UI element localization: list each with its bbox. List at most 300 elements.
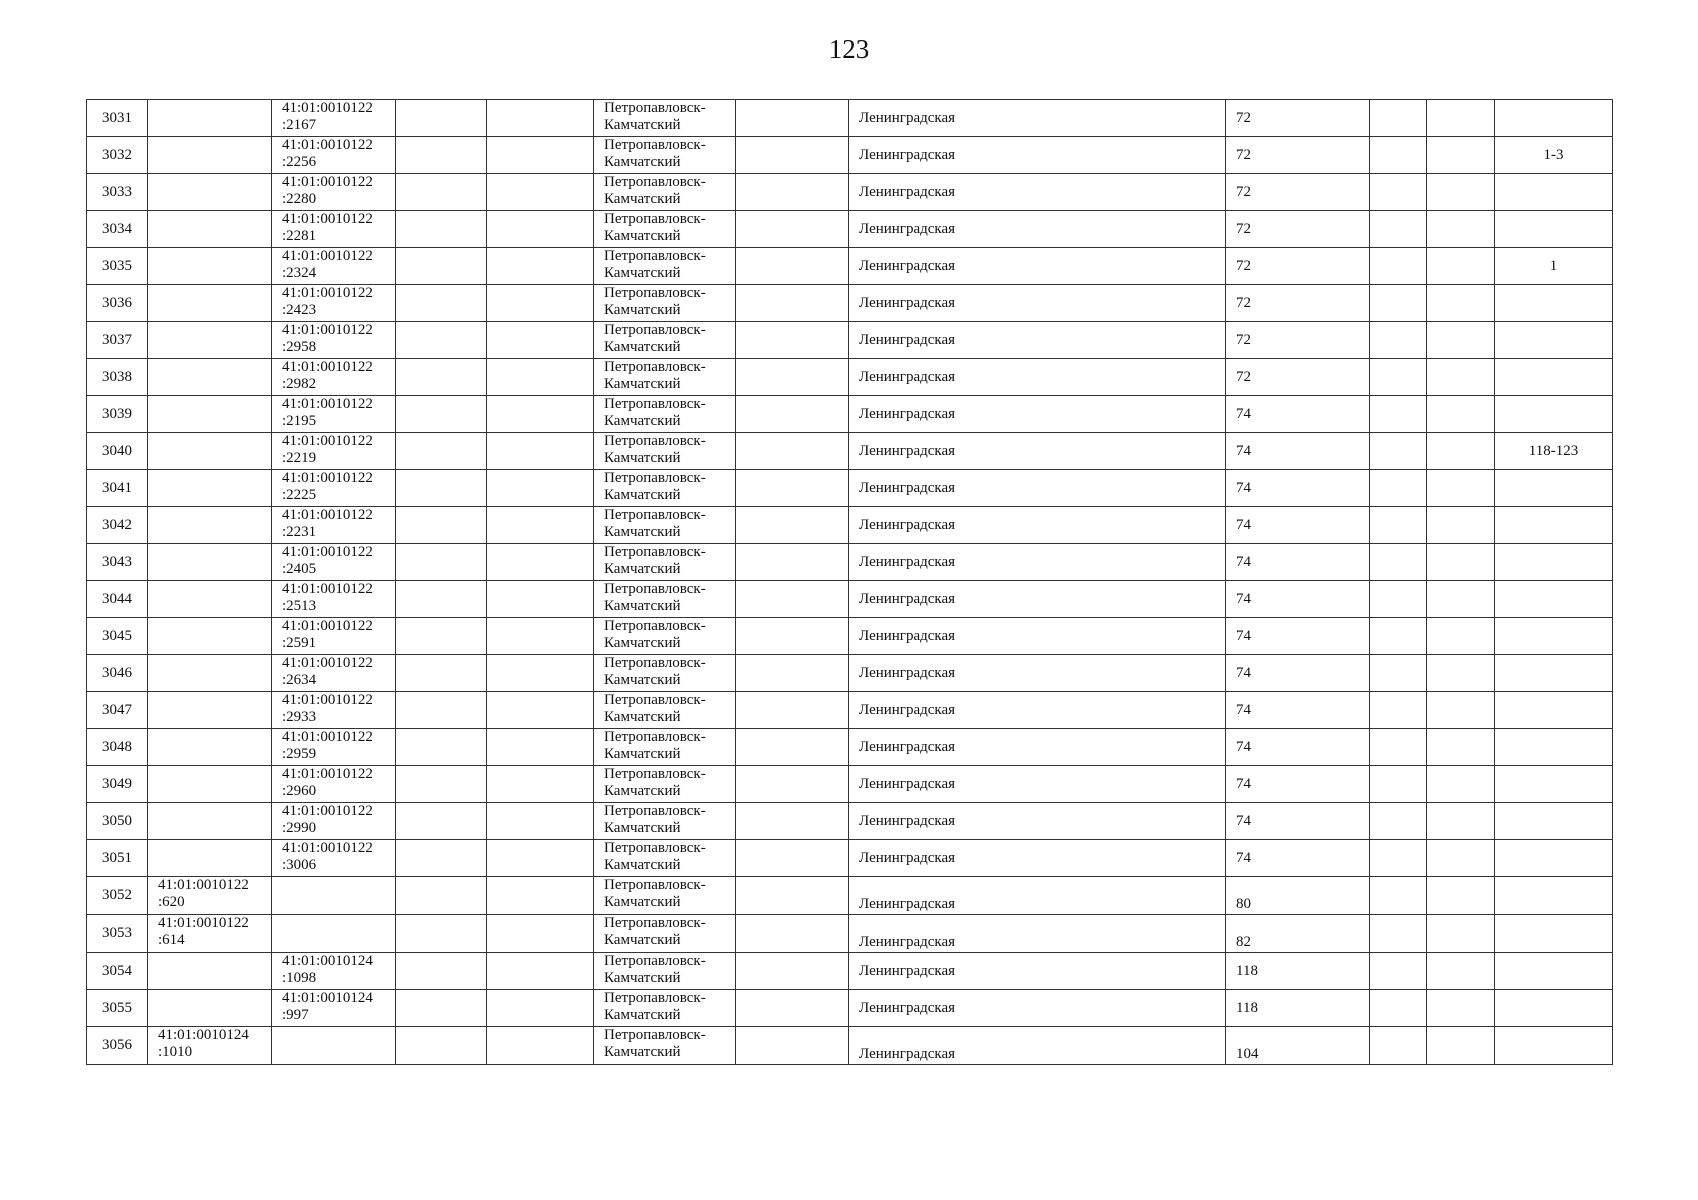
house-number-cell-text: 74	[1236, 812, 1251, 829]
row-number-cell	[87, 915, 148, 953]
house-number-cell	[1226, 248, 1370, 285]
table-row	[87, 581, 1613, 618]
city-cell-text: Камчатский	[604, 524, 681, 540]
cadastral-number-2-cell-text: 41:01:0010122	[282, 618, 373, 634]
empty-cell	[736, 618, 849, 655]
empty-cell	[1370, 877, 1427, 915]
empty-cell	[736, 655, 849, 692]
city-cell-text: Петропавловск-	[604, 544, 706, 560]
empty-cell	[736, 581, 849, 618]
street-cell	[849, 211, 1226, 248]
empty-cell	[1370, 803, 1427, 840]
row-number-cell-text: 3042	[102, 516, 132, 533]
table-row	[87, 766, 1613, 803]
street-cell-text: Ленинградская	[859, 701, 956, 718]
cadastral-number-1-cell	[148, 766, 272, 803]
cadastral-number-2-cell-text: :2324	[282, 265, 317, 281]
street-cell	[849, 470, 1226, 507]
city-cell-text: Петропавловск-	[604, 990, 706, 1006]
cadastral-number-1-cell	[148, 359, 272, 396]
cadastral-number-2-cell	[272, 990, 396, 1027]
empty-cell	[487, 359, 594, 396]
city-cell-text: Петропавловск-	[604, 655, 706, 671]
empty-cell	[487, 470, 594, 507]
empty-cell	[736, 100, 849, 137]
empty-cell	[1370, 840, 1427, 877]
apartment-note-cell	[1495, 544, 1613, 581]
apartment-note-cell	[1495, 655, 1613, 692]
empty-cell	[736, 990, 849, 1027]
cadastral-number-2-cell	[272, 433, 396, 470]
street-cell	[849, 248, 1226, 285]
empty-cell	[396, 655, 487, 692]
cadastral-number-1-cell-text: :620	[158, 894, 185, 910]
cadastral-number-2-cell	[272, 359, 396, 396]
empty-cell	[487, 990, 594, 1027]
cadastral-number-2-cell	[272, 766, 396, 803]
cadastral-number-2-cell-text: 41:01:0010122	[282, 581, 373, 597]
cadastral-number-2-cell-text: 41:01:0010122	[282, 729, 373, 745]
row-number-cell	[87, 248, 148, 285]
cadastral-number-2-cell-text: :2423	[282, 302, 317, 318]
address-table	[86, 99, 1613, 1065]
street-cell	[849, 655, 1226, 692]
empty-cell	[1370, 618, 1427, 655]
cadastral-number-2-cell-text: :2591	[282, 635, 317, 651]
city-cell-text: Петропавловск-	[604, 581, 706, 597]
empty-cell	[736, 396, 849, 433]
house-number-cell-text: 104	[1236, 1046, 1259, 1062]
street-cell	[849, 359, 1226, 396]
city-cell-text: Петропавловск-	[604, 507, 706, 523]
cadastral-number-2-cell	[272, 803, 396, 840]
empty-cell	[1370, 507, 1427, 544]
house-number-cell-text: 72	[1236, 146, 1251, 163]
empty-cell	[1427, 211, 1495, 248]
empty-cell	[1427, 470, 1495, 507]
house-number-cell-text: 72	[1236, 183, 1251, 200]
row-number-cell-text: 3051	[102, 849, 132, 866]
house-number-cell-text: 74	[1236, 590, 1251, 607]
cadastral-number-2-cell	[272, 174, 396, 211]
cadastral-number-2-cell-text: :3006	[282, 857, 317, 873]
empty-cell	[736, 1027, 849, 1065]
cadastral-number-2-cell-text: 41:01:0010124	[282, 990, 373, 1006]
empty-cell	[487, 211, 594, 248]
row-number-cell-text: 3052	[102, 887, 132, 903]
empty-cell	[396, 1027, 487, 1065]
cadastral-number-2-cell-text: :2225	[282, 487, 317, 503]
street-cell	[849, 877, 1226, 915]
row-number-cell	[87, 544, 148, 581]
cadastral-number-1-cell	[148, 544, 272, 581]
table-row	[87, 692, 1613, 729]
cadastral-number-2-cell-text: :2167	[282, 117, 317, 133]
empty-cell	[1370, 655, 1427, 692]
apartment-note-cell	[1495, 433, 1613, 470]
cadastral-number-1-cell	[148, 990, 272, 1027]
empty-cell	[1427, 655, 1495, 692]
row-number-cell	[87, 433, 148, 470]
street-cell-text: Ленинградская	[859, 109, 956, 126]
row-number-cell	[87, 470, 148, 507]
empty-cell	[396, 915, 487, 953]
cadastral-number-1-cell	[148, 877, 272, 915]
city-cell-text: Камчатский	[604, 820, 681, 836]
cadastral-number-2-cell-text: :2982	[282, 376, 317, 392]
row-number-cell-text: 3036	[102, 294, 132, 311]
row-number-cell	[87, 840, 148, 877]
cadastral-number-1-cell	[148, 840, 272, 877]
row-number-cell	[87, 953, 148, 990]
empty-cell	[1370, 285, 1427, 322]
city-cell-text: Петропавловск-	[604, 470, 706, 486]
cadastral-number-2-cell	[272, 285, 396, 322]
table-row	[87, 433, 1613, 470]
cadastral-number-1-cell	[148, 211, 272, 248]
empty-cell	[396, 211, 487, 248]
apartment-note-cell-text: 1	[1549, 257, 1558, 274]
empty-cell	[736, 953, 849, 990]
house-number-cell	[1226, 618, 1370, 655]
apartment-note-cell	[1495, 174, 1613, 211]
house-number-cell	[1226, 953, 1370, 990]
empty-cell	[736, 692, 849, 729]
row-number-cell	[87, 618, 148, 655]
empty-cell	[736, 544, 849, 581]
apartment-note-cell	[1495, 581, 1613, 618]
city-cell-text: Петропавловск-	[604, 359, 706, 375]
table-row	[87, 877, 1613, 915]
cadastral-number-2-cell-text: 41:01:0010122	[282, 211, 373, 227]
city-cell	[594, 990, 736, 1027]
street-cell	[849, 692, 1226, 729]
cadastral-number-2-cell	[272, 211, 396, 248]
table-row	[87, 248, 1613, 285]
row-number-cell-text: 3048	[102, 738, 132, 755]
row-number-cell	[87, 729, 148, 766]
empty-cell	[1427, 285, 1495, 322]
empty-cell	[736, 285, 849, 322]
cadastral-number-2-cell-text: 41:01:0010122	[282, 137, 373, 153]
cadastral-number-2-cell	[272, 248, 396, 285]
city-cell	[594, 137, 736, 174]
empty-cell	[487, 396, 594, 433]
row-number-cell-text: 3039	[102, 405, 132, 422]
street-cell	[849, 1027, 1226, 1065]
empty-cell	[1370, 1027, 1427, 1065]
empty-cell	[736, 359, 849, 396]
city-cell	[594, 322, 736, 359]
empty-cell	[1427, 692, 1495, 729]
cadastral-number-2-cell	[272, 470, 396, 507]
empty-cell	[487, 507, 594, 544]
house-number-cell-text: 74	[1236, 664, 1251, 681]
cadastral-number-1-cell-text: 41:01:0010122	[158, 915, 249, 931]
empty-cell	[396, 100, 487, 137]
street-cell-text: Ленинградская	[859, 405, 956, 422]
cadastral-number-2-cell-text: :2231	[282, 524, 317, 540]
city-cell-text: Камчатский	[604, 450, 681, 466]
house-number-cell	[1226, 211, 1370, 248]
cadastral-number-2-cell-text: :2280	[282, 191, 317, 207]
city-cell-text: Камчатский	[604, 376, 681, 392]
row-number-cell	[87, 396, 148, 433]
street-cell	[849, 322, 1226, 359]
empty-cell	[1370, 248, 1427, 285]
cadastral-number-1-cell	[148, 470, 272, 507]
city-cell	[594, 655, 736, 692]
house-number-cell-text: 74	[1236, 775, 1251, 792]
city-cell-text: Петропавловск-	[604, 953, 706, 969]
cadastral-number-2-cell	[272, 137, 396, 174]
empty-cell	[736, 729, 849, 766]
house-number-cell	[1226, 655, 1370, 692]
table-row	[87, 507, 1613, 544]
row-number-cell	[87, 655, 148, 692]
row-number-cell-text: 3049	[102, 775, 132, 792]
cadastral-number-2-cell-text: 41:01:0010124	[282, 953, 373, 969]
house-number-cell-text: 118	[1236, 999, 1258, 1016]
city-cell-text: Петропавловск-	[604, 396, 706, 412]
empty-cell	[1370, 990, 1427, 1027]
empty-cell	[1370, 396, 1427, 433]
empty-cell	[1427, 766, 1495, 803]
house-number-cell-text: 72	[1236, 220, 1251, 237]
cadastral-number-2-cell-text: :2281	[282, 228, 317, 244]
row-number-cell	[87, 285, 148, 322]
street-cell	[849, 990, 1226, 1027]
city-cell	[594, 692, 736, 729]
table-row	[87, 100, 1613, 137]
city-cell-text: Камчатский	[604, 228, 681, 244]
table-row	[87, 544, 1613, 581]
empty-cell	[1370, 211, 1427, 248]
street-cell-text: Ленинградская	[859, 849, 956, 866]
city-cell-text: Петропавловск-	[604, 285, 706, 301]
apartment-note-cell	[1495, 285, 1613, 322]
city-cell-text: Петропавловск-	[604, 840, 706, 856]
empty-cell	[396, 433, 487, 470]
table-row	[87, 729, 1613, 766]
empty-cell	[487, 877, 594, 915]
cadastral-number-2-cell-text: :2634	[282, 672, 317, 688]
street-cell	[849, 100, 1226, 137]
cadastral-number-1-cell-text: :614	[158, 932, 185, 948]
empty-cell	[736, 915, 849, 953]
empty-cell	[1370, 100, 1427, 137]
city-cell-text: Петропавловск-	[604, 877, 706, 893]
table-row	[87, 137, 1613, 174]
house-number-cell-text: 74	[1236, 405, 1251, 422]
city-cell	[594, 470, 736, 507]
empty-cell	[487, 655, 594, 692]
street-cell	[849, 915, 1226, 953]
empty-cell	[1427, 322, 1495, 359]
city-cell-text: Камчатский	[604, 783, 681, 799]
empty-cell	[487, 840, 594, 877]
cadastral-number-2-cell-text: :2990	[282, 820, 317, 836]
cadastral-number-1-cell	[148, 396, 272, 433]
street-cell-text: Ленинградская	[859, 442, 956, 459]
row-number-cell-text: 3044	[102, 590, 132, 607]
cadastral-number-2-cell-text: 41:01:0010122	[282, 285, 373, 301]
cadastral-number-2-cell	[272, 396, 396, 433]
street-cell	[849, 840, 1226, 877]
street-cell-text: Ленинградская	[859, 590, 956, 607]
city-cell-text: Петропавловск-	[604, 1027, 706, 1043]
city-cell-text: Камчатский	[604, 1044, 681, 1060]
cadastral-number-1-cell	[148, 618, 272, 655]
city-cell-text: Камчатский	[604, 265, 681, 281]
row-number-cell-text: 3032	[102, 146, 132, 163]
cadastral-number-2-cell-text: 41:01:0010122	[282, 470, 373, 486]
apartment-note-cell	[1495, 766, 1613, 803]
empty-cell	[736, 211, 849, 248]
cadastral-number-2-cell-text: 41:01:0010122	[282, 248, 373, 264]
row-number-cell	[87, 692, 148, 729]
table-row	[87, 953, 1613, 990]
street-cell	[849, 433, 1226, 470]
street-cell	[849, 803, 1226, 840]
empty-cell	[487, 915, 594, 953]
empty-cell	[1427, 840, 1495, 877]
house-number-cell-text: 74	[1236, 738, 1251, 755]
cadastral-number-2-cell-text: :2959	[282, 746, 317, 762]
house-number-cell-text: 74	[1236, 627, 1251, 644]
cadastral-number-2-cell-text: :1098	[282, 970, 317, 986]
cadastral-number-2-cell	[272, 100, 396, 137]
house-number-cell	[1226, 915, 1370, 953]
empty-cell	[396, 990, 487, 1027]
cadastral-number-1-cell	[148, 507, 272, 544]
house-number-cell	[1226, 470, 1370, 507]
apartment-note-cell-text: 118-123	[1528, 442, 1579, 459]
cadastral-number-2-cell	[272, 840, 396, 877]
cadastral-number-2-cell-text: 41:01:0010122	[282, 766, 373, 782]
street-cell-text: Ленинградская	[859, 934, 956, 950]
apartment-note-cell	[1495, 396, 1613, 433]
empty-cell	[487, 766, 594, 803]
row-number-cell	[87, 766, 148, 803]
city-cell	[594, 100, 736, 137]
city-cell	[594, 248, 736, 285]
apartment-note-cell	[1495, 953, 1613, 990]
cadastral-number-1-cell	[148, 137, 272, 174]
city-cell-text: Камчатский	[604, 598, 681, 614]
row-number-cell-text: 3047	[102, 701, 132, 718]
empty-cell	[1427, 877, 1495, 915]
street-cell-text: Ленинградская	[859, 183, 956, 200]
empty-cell	[736, 507, 849, 544]
house-number-cell	[1226, 803, 1370, 840]
cadastral-number-1-cell	[148, 953, 272, 990]
empty-cell	[487, 285, 594, 322]
city-cell-text: Петропавловск-	[604, 618, 706, 634]
city-cell-text: Камчатский	[604, 709, 681, 725]
city-cell	[594, 433, 736, 470]
table-row	[87, 803, 1613, 840]
cadastral-number-2-cell	[272, 544, 396, 581]
empty-cell	[487, 248, 594, 285]
cadastral-number-2-cell	[272, 692, 396, 729]
city-cell-text: Камчатский	[604, 339, 681, 355]
empty-cell	[1370, 692, 1427, 729]
empty-cell	[1370, 433, 1427, 470]
table-row	[87, 840, 1613, 877]
empty-cell	[487, 544, 594, 581]
city-cell-text: Камчатский	[604, 1007, 681, 1023]
empty-cell	[1427, 433, 1495, 470]
cadastral-number-1-cell	[148, 803, 272, 840]
city-cell-text: Петропавловск-	[604, 100, 706, 116]
house-number-cell	[1226, 544, 1370, 581]
row-number-cell-text: 3050	[102, 812, 132, 829]
house-number-cell	[1226, 359, 1370, 396]
empty-cell	[1370, 174, 1427, 211]
cadastral-number-2-cell	[272, 729, 396, 766]
city-cell-text: Камчатский	[604, 302, 681, 318]
apartment-note-cell	[1495, 618, 1613, 655]
cadastral-number-2-cell	[272, 953, 396, 990]
street-cell	[849, 396, 1226, 433]
empty-cell	[396, 581, 487, 618]
city-cell-text: Петропавловск-	[604, 174, 706, 190]
city-cell	[594, 1027, 736, 1065]
city-cell-text: Камчатский	[604, 857, 681, 873]
empty-cell	[1427, 137, 1495, 174]
empty-cell	[1427, 1027, 1495, 1065]
row-number-cell	[87, 1027, 148, 1065]
house-number-cell	[1226, 990, 1370, 1027]
empty-cell	[1370, 137, 1427, 174]
street-cell	[849, 507, 1226, 544]
city-cell	[594, 840, 736, 877]
empty-cell	[736, 248, 849, 285]
empty-cell	[487, 100, 594, 137]
street-cell	[849, 729, 1226, 766]
city-cell-text: Камчатский	[604, 487, 681, 503]
empty-cell	[396, 507, 487, 544]
cadastral-number-2-cell	[272, 877, 396, 915]
street-cell	[849, 174, 1226, 211]
cadastral-number-1-cell	[148, 729, 272, 766]
apartment-note-cell	[1495, 877, 1613, 915]
street-cell	[849, 766, 1226, 803]
street-cell-text: Ленинградская	[859, 738, 956, 755]
house-number-cell-text: 74	[1236, 849, 1251, 866]
table-row	[87, 322, 1613, 359]
house-number-cell	[1226, 766, 1370, 803]
page-number: 123	[828, 34, 870, 64]
city-cell	[594, 581, 736, 618]
empty-cell	[396, 803, 487, 840]
empty-cell	[1427, 618, 1495, 655]
house-number-cell	[1226, 322, 1370, 359]
house-number-cell	[1226, 729, 1370, 766]
street-cell-text: Ленинградская	[859, 664, 956, 681]
table-row	[87, 915, 1613, 953]
cadastral-number-2-cell-text: 41:01:0010122	[282, 174, 373, 190]
cadastral-number-1-cell	[148, 100, 272, 137]
city-cell	[594, 766, 736, 803]
cadastral-number-2-cell-text: 41:01:0010122	[282, 544, 373, 560]
city-cell-text: Петропавловск-	[604, 729, 706, 745]
house-number-cell-text: 74	[1236, 553, 1251, 570]
house-number-cell-text: 118	[1236, 962, 1258, 979]
empty-cell	[396, 359, 487, 396]
city-cell-text: Петропавловск-	[604, 211, 706, 227]
